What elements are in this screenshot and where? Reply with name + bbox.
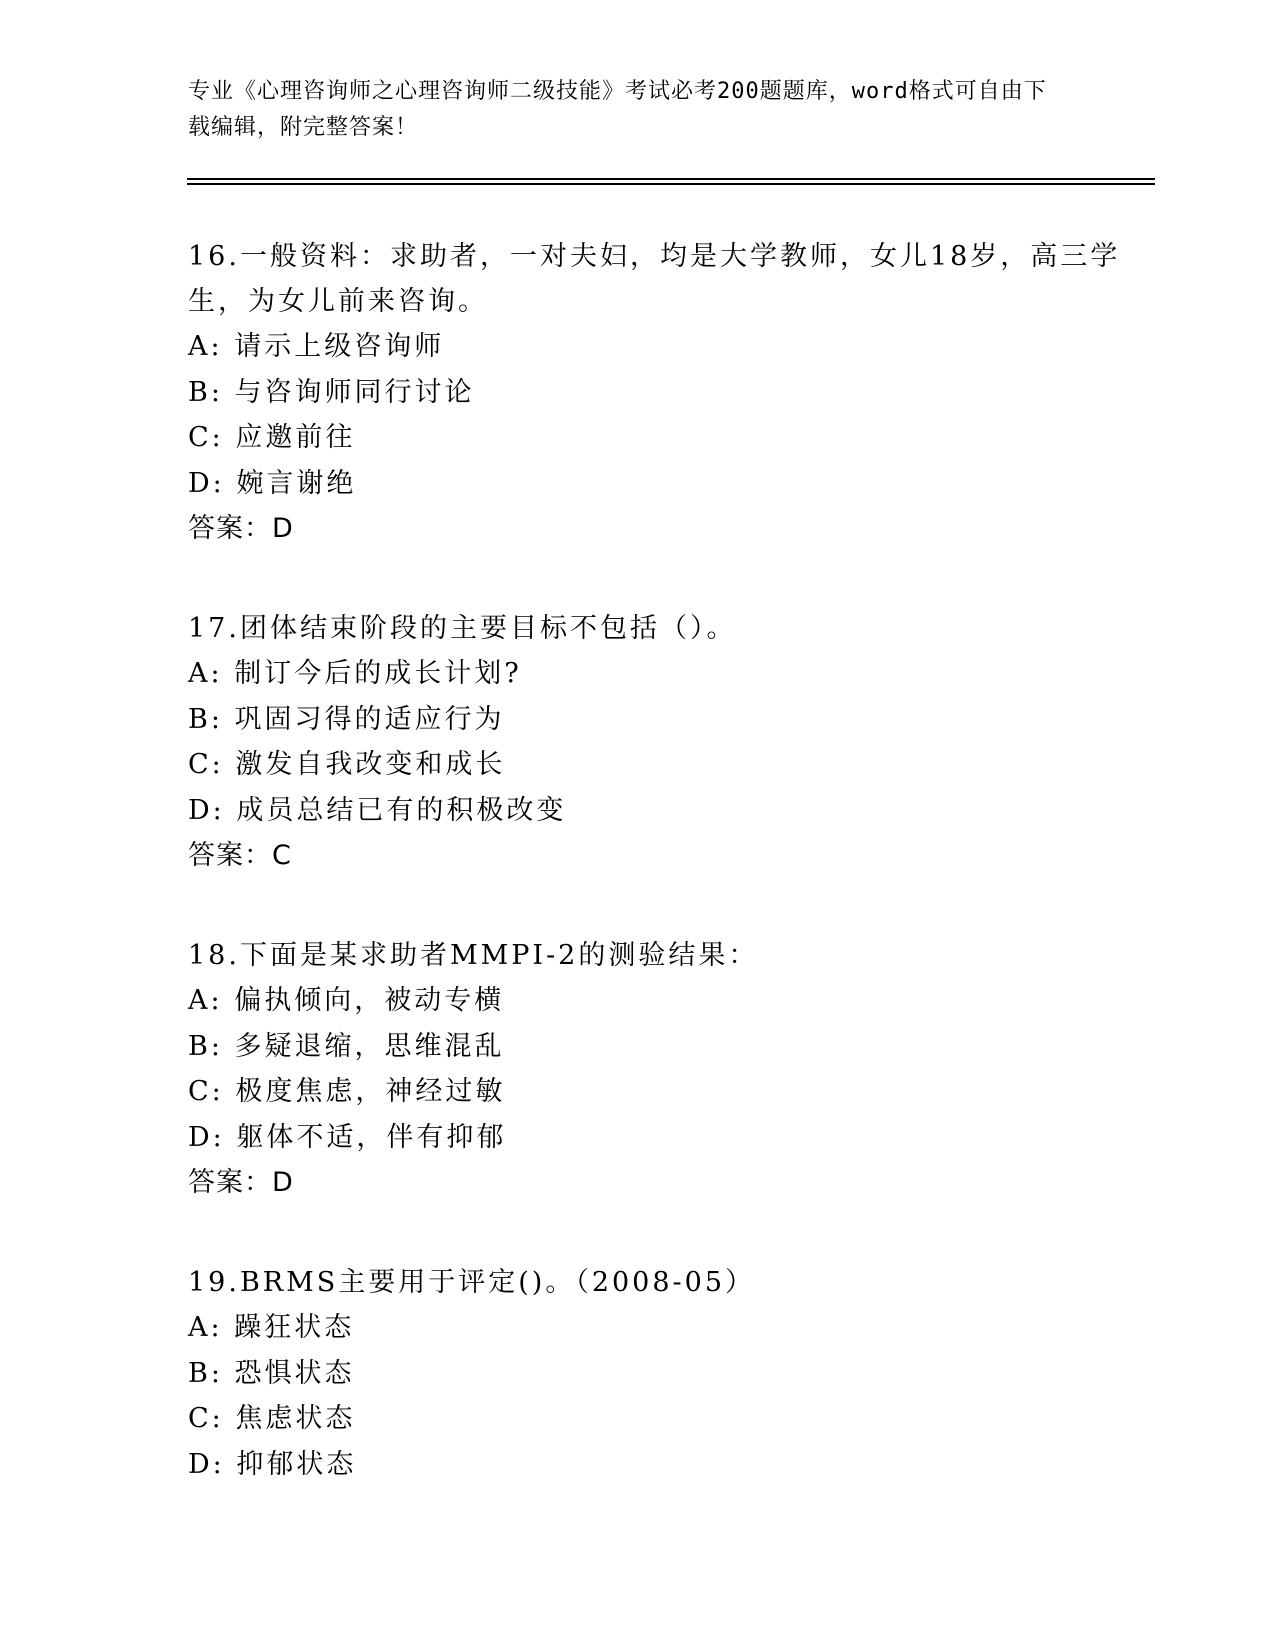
option-letter: C:	[188, 749, 224, 780]
option-letter: B:	[188, 376, 223, 408]
question-list	[188, 234, 1148, 1541]
header-rule-top	[187, 178, 1155, 180]
option-letter: D:	[188, 794, 225, 826]
option-b	[188, 370, 1148, 416]
option-c	[188, 1396, 1148, 1442]
answer-line: 答案：D	[188, 1167, 294, 1198]
option-text: 恐惧状态	[234, 1357, 355, 1389]
option-letter: D:	[188, 467, 225, 499]
question-text: 19.BRMS主要用于评定()。（2008-05）	[188, 1267, 756, 1298]
option-text: 躁狂状态	[234, 1312, 355, 1343]
option-letter: A:	[188, 658, 223, 689]
option-text: 请示上级咨询师	[234, 331, 445, 362]
option-letter: A:	[188, 985, 223, 1016]
option-d	[188, 788, 1148, 834]
answer-line: 答案：D	[188, 513, 294, 544]
option-b	[188, 1024, 1148, 1070]
option-d	[188, 1115, 1148, 1161]
option-letter: A:	[188, 331, 223, 362]
option-text: 偏执倾向，被动专横	[234, 985, 505, 1016]
option-text: 成员总结已有的积极改变	[236, 794, 567, 826]
answer-line: 答案：C	[188, 840, 292, 871]
question-19	[188, 1260, 1148, 1487]
option-letter: A:	[188, 1312, 223, 1343]
question-18	[188, 933, 1148, 1206]
option-text: 极度焦虑，神经过敏	[235, 1076, 506, 1107]
option-text: 多疑退缩，思维混乱	[234, 1030, 505, 1062]
option-d	[188, 1442, 1148, 1488]
question-text: 17.团体结束阶段的主要目标不包括（）。	[188, 613, 737, 644]
option-c	[188, 415, 1148, 461]
option-d	[188, 461, 1148, 507]
option-text: 焦虑状态	[235, 1403, 356, 1434]
option-a	[188, 651, 1148, 697]
option-letter: C:	[188, 1076, 224, 1107]
option-letter: B:	[188, 1357, 223, 1389]
option-letter: B:	[188, 1030, 223, 1062]
option-text: 与咨询师同行讨论	[234, 376, 475, 408]
option-letter: C:	[188, 422, 224, 453]
question-16	[188, 234, 1148, 552]
option-letter: D:	[188, 1448, 225, 1480]
question-text: 18.下面是某求助者MMPI-2的测验结果：	[188, 940, 759, 971]
option-text: 激发自我改变和成长	[235, 749, 506, 780]
option-text: 躯体不适，伴有抑郁	[236, 1121, 507, 1153]
question-text: 16.一般资料：求助者，一对夫妇，均是大学教师，女儿18岁，高三学生，为女儿前来咨询。	[188, 241, 1121, 317]
option-letter: D:	[188, 1121, 225, 1153]
option-text: 巩固习得的适应行为	[234, 703, 505, 735]
option-b	[188, 1351, 1148, 1397]
question-17	[188, 606, 1148, 879]
header-rule-bottom	[187, 183, 1155, 185]
option-text: 应邀前往	[235, 422, 356, 453]
option-text: 婉言谢绝	[236, 467, 357, 499]
option-a	[188, 1305, 1148, 1351]
option-text: 抑郁状态	[236, 1448, 357, 1480]
option-letter: B:	[188, 703, 223, 735]
option-text: 制订今后的成长计划?	[234, 658, 522, 689]
option-letter: C:	[188, 1403, 224, 1434]
document-header: 专业《心理咨询师之心理咨询师二级技能》考试必考200题题库，word格式可自由下载编辑，附完整答案！	[188, 79, 1047, 140]
option-c	[188, 1069, 1148, 1115]
option-c	[188, 742, 1148, 788]
option-b	[188, 697, 1148, 743]
option-a	[188, 324, 1148, 370]
option-a	[188, 978, 1148, 1024]
